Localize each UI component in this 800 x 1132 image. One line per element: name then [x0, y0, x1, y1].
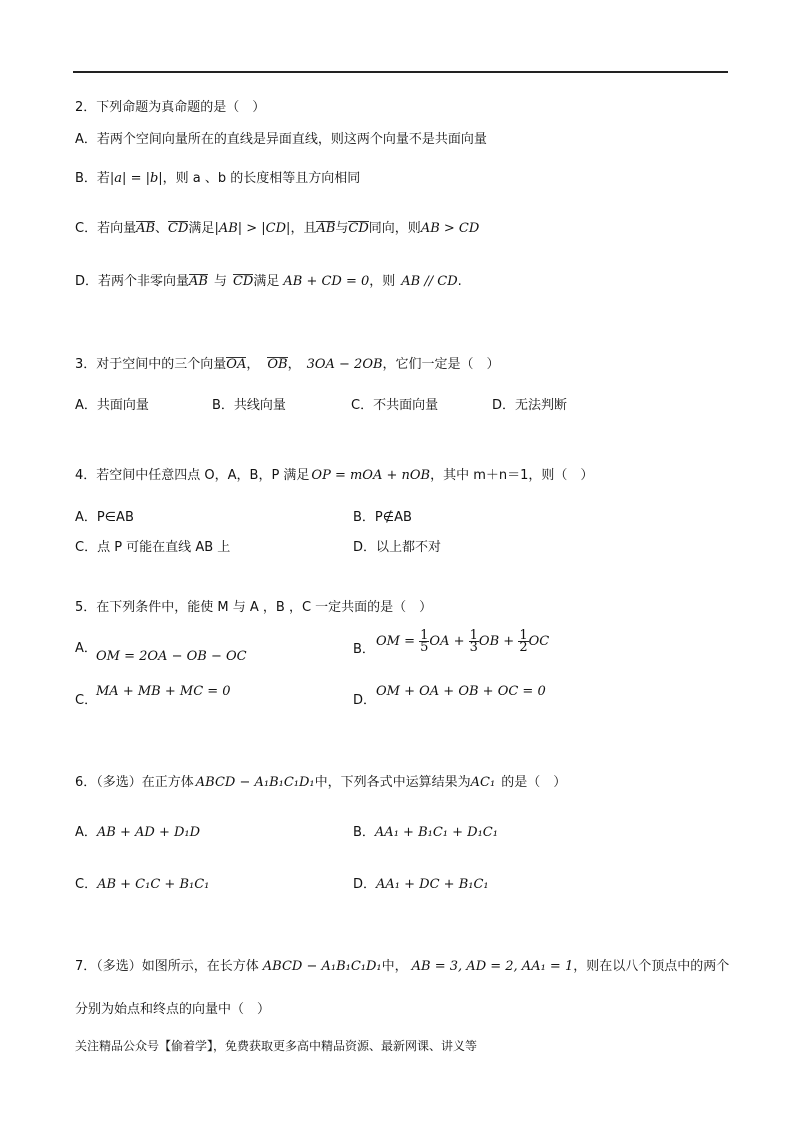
- q3-option-a: A．共面向量: [75, 398, 149, 413]
- q7-stem-mid: 中，: [381, 959, 408, 974]
- q6-a-equation: AB + AD + D₁D: [96, 825, 201, 840]
- q2-d-mid3: ，则: [369, 274, 396, 289]
- q6-option-c: [75, 876, 209, 894]
- q6-c-equation: AB + C₁C + B₁C₁: [97, 877, 210, 892]
- q5-b-frac3-num: 1: [519, 628, 528, 643]
- q5-b-frac2: [469, 630, 479, 653]
- q5-option-c-label: C．: [75, 693, 98, 708]
- q7-dimensions: AB = 3, AD = 2, AA₁ = 1: [411, 959, 574, 974]
- q2-d-prefix: D．若两个非零向量: [75, 274, 190, 289]
- q5-b-prefix: OM =: [376, 634, 415, 649]
- q5-b-term3: OC: [528, 634, 550, 649]
- q3-option-b: B．共线向量: [212, 398, 286, 413]
- q5-b-frac1: [419, 630, 429, 653]
- q7-box: ABCD − A₁B₁C₁D₁: [262, 959, 382, 974]
- q5-b-frac1-num: 1: [420, 628, 429, 643]
- q2-d-mid2: 满足: [253, 274, 280, 289]
- q2-stem: 2．下列命题为真命题的是（ ）: [75, 100, 266, 115]
- footer-note: 关注精品公众号【偷着学】，免费获取更多高中精品资源、最新网课、讲义等: [75, 1039, 478, 1053]
- q7-stem-prefix: 7．（多选）如图所示，在长方体: [75, 959, 259, 974]
- q4-stem: [75, 467, 593, 485]
- q3-vec3: 3OA − 2OB: [306, 357, 383, 372]
- q5-c-equation: MA + MB + MC = 0: [96, 684, 231, 699]
- q2-option-a: A．若两个空间向量所在的直线是异面直线，则这两个向量不是共面向量: [75, 132, 487, 147]
- q7-stem: [75, 958, 729, 976]
- q2-c-prefix: C．若向量: [75, 221, 137, 236]
- q5-b-frac2-den: 3: [469, 640, 478, 655]
- q6-c-label: C．: [75, 877, 98, 892]
- q3-vec2: OB: [267, 357, 288, 372]
- q6-stem-prefix: 6．（多选）在正方体: [75, 775, 194, 790]
- q4-equation: OP = mOA + nOB: [311, 468, 431, 483]
- q6-d-label: D．: [353, 877, 377, 892]
- q2-c-sep: 、: [155, 221, 169, 236]
- q5-b-term2: OB +: [478, 634, 515, 649]
- q3-stem: [75, 356, 500, 374]
- q5-b-frac3-den: 2: [519, 640, 528, 655]
- q5-option-d-label: D．: [353, 693, 377, 708]
- q4-option-c: C．点 P 可能在直线 AB 上: [75, 540, 231, 555]
- q6-option-d: [353, 876, 489, 894]
- q4-option-a: A．P∈AB: [75, 510, 134, 525]
- q6-cube: ABCD − A₁B₁C₁D₁: [195, 775, 315, 790]
- q5-b-frac1-den: 5: [420, 640, 429, 655]
- q6-option-b: [353, 824, 498, 842]
- q5-b-frac3: [518, 630, 528, 653]
- q2-c-mid3: 与: [335, 221, 349, 236]
- q2-option-c: [75, 220, 479, 238]
- q2-option-b: [75, 170, 360, 188]
- q4-option-b: B．P∉AB: [353, 510, 412, 525]
- q7-stem-line2: 分别为始点和终点的向量中（ ）: [75, 1002, 271, 1017]
- q6-option-a: [75, 824, 200, 842]
- q2-d-vec1: AB: [189, 274, 208, 289]
- q2-d-result: AB // CD: [401, 274, 458, 289]
- q2-c-result: AB > CD: [420, 221, 480, 236]
- q2-d-end: .: [457, 274, 462, 289]
- q2-b-prefix: B．若: [75, 171, 110, 186]
- q3-sep2: ，: [287, 357, 301, 372]
- q3-sep1: ，: [246, 357, 260, 372]
- q6-stem: [75, 774, 566, 792]
- q5-option-b-eq: [376, 630, 549, 653]
- q4-stem-prefix: 4．若空间中任意四点 O，A，B，P 满足: [75, 468, 310, 483]
- q2-b-math: |a| = |b|: [109, 171, 163, 186]
- q6-stem-mid: 中，下列各式中运算结果为: [314, 775, 471, 790]
- q4-option-d: D．以上都不对: [353, 540, 442, 555]
- q2-option-d: [75, 273, 462, 291]
- q5-b-frac2-num: 1: [469, 628, 478, 643]
- q2-c-mid2: ，且: [290, 221, 317, 236]
- q2-d-cond: AB + CD = 0: [283, 274, 370, 289]
- q6-stem-suffix: 的是（ ）: [501, 775, 567, 790]
- q5-option-d-eq: [376, 683, 546, 701]
- q2-c-vec1: AB: [136, 221, 156, 236]
- q2-c-vec3: AB: [316, 221, 336, 236]
- q4-stem-suffix: ，其中 m＋n＝1，则（ ）: [430, 468, 594, 483]
- q5-option-a-label: A．: [75, 641, 97, 656]
- q2-c-vec4: CD: [348, 221, 369, 236]
- q6-b-label: B．: [353, 825, 375, 840]
- q3-vec1: OA: [226, 357, 247, 372]
- q6-a-label: A．: [75, 825, 97, 840]
- q6-b-equation: AA₁ + B₁C₁ + D₁C₁: [374, 825, 498, 840]
- q2-d-mid1: 与: [213, 274, 227, 289]
- q5-option-b-label: B．: [353, 642, 375, 657]
- q2-b-suffix: ，则 a 、b 的长度相等且方向相同: [162, 171, 361, 186]
- q2-c-cond: |AB| > |CD|: [214, 221, 291, 236]
- q3-stem-prefix: 3．对于空间中的三个向量: [75, 357, 227, 372]
- q5-stem: 5．在下列条件中，能使 M 与 A ，B ，C 一定共面的是（ ）: [75, 600, 433, 615]
- q5-d-equation: OM + OA + OB + OC = 0: [376, 684, 546, 699]
- q2-c-mid1: 满足: [188, 221, 215, 236]
- header-rule: [73, 71, 728, 73]
- q7-stem-suffix: ，则在以八个顶点中的两个: [573, 959, 730, 974]
- q2-c-vec2: CD: [168, 221, 189, 236]
- q3-option-d: D．无法判断: [492, 398, 568, 413]
- q6-d-equation: AA₁ + DC + B₁C₁: [376, 877, 489, 892]
- q5-b-term1: OA +: [429, 634, 465, 649]
- q6-target-vector: AC₁: [470, 775, 496, 790]
- q3-stem-suffix: ，它们一定是（ ）: [382, 357, 500, 372]
- q5-option-a-eq: [96, 648, 247, 666]
- q5-a-equation: OM = 2OA − OB − OC: [96, 649, 247, 664]
- q2-c-mid4: 同向，则: [368, 221, 421, 236]
- q2-d-vec2: CD: [232, 274, 254, 289]
- q3-option-c: C．不共面向量: [351, 398, 439, 413]
- q5-option-c-eq: [96, 683, 231, 701]
